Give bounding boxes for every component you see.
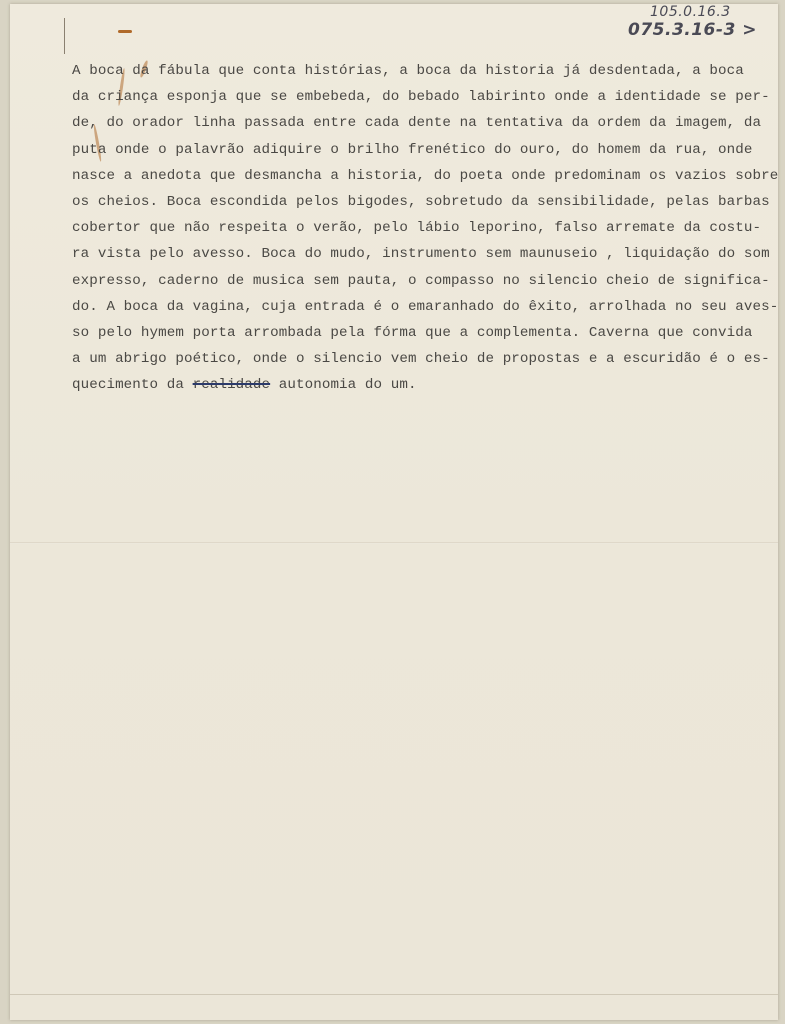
text-line-11: so pelo hymem porta arrombada pela fórma que a complementa. Caverna que convida [72,325,753,342]
text-line-9: expresso, caderno de musica sem pauta, o compasso no silencio cheio de significa- [72,272,770,289]
last-line-prefix: quecimento da [72,377,193,394]
archive-code-line-2: 075.3.16-3 > [628,20,757,40]
text-line-5: nasce a anedota que desmancha a historia, do poeta onde predominam os vazios sobre [72,167,779,184]
archive-code-line-1: 105.0.16.3 [650,4,731,20]
text-line-4: puta onde o palavrão adiquire o brilho frenético do ouro, do homem da rua, onde [72,141,753,158]
text-line-1: A boca da fábula que conta histórias, a boca da historia já desdentada, a boca [72,63,744,79]
paper-bottom-crease [10,994,778,995]
text-line-8: ra vista pelo avesso. Boca do mudo, instrumento sem maunuseio , liquidação do som [72,246,770,263]
text-line-2: da criança esponja que se embebeda, do bebado labirinto onde a identidade se per- [72,89,770,106]
typewritten-paragraph [72,58,779,399]
text-line-10: do. A boca da vagina, cuja entrada é o emaranhado do êxito, arrolhada no seu aves- [72,298,779,315]
margin-pencil-mark [64,18,65,54]
text-line-13 [72,372,762,398]
text-line-12: a um abrigo poético, onde o silencio vem cheio de propostas e a escuridão é o es- [72,351,770,368]
struck-word: realidade [192,377,271,394]
last-line-suffix: autonomia do um. [270,377,417,394]
text-line-3: de, do orador linha passada entre cada dente na tentativa da ordem da imagem, da [72,115,762,132]
orange-dash-mark [118,30,132,33]
text-line-7: cobertor que não respeita o verão, pelo lábio leporino, falso arremate da costu- [72,220,762,237]
text-line-6: os cheios. Boca escondida pelos bigodes, sobretudo da sensibilidade, pelas barbas [72,194,770,211]
paper-fold-crease [10,542,778,544]
